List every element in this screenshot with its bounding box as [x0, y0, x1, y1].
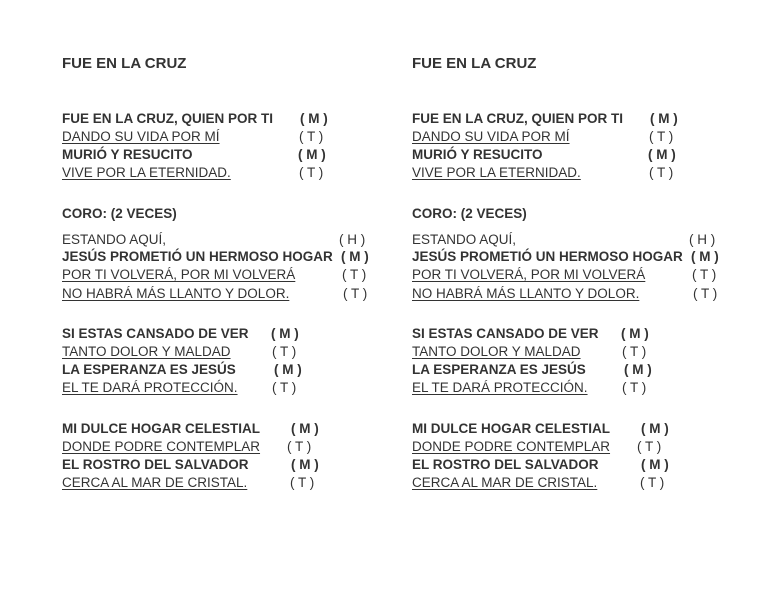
lyric-text: TANTO DOLOR Y MALDAD	[62, 344, 231, 359]
lyric-text: LA ESPERANZA ES JESÚS	[412, 362, 586, 377]
lyric-text: NO HABRÁ MÁS LLANTO Y DOLOR.	[412, 286, 640, 301]
lyric-text: TANTO DOLOR Y MALDAD	[412, 344, 581, 359]
voice-tag: ( M )	[641, 457, 669, 472]
voice-tag: ( H )	[339, 232, 366, 247]
lyric-text: ESTANDO AQUÍ,	[412, 232, 517, 247]
lyric-text: EL TE DARÁ PROTECCIÓN.	[62, 380, 238, 395]
voice-tag: ( H )	[689, 232, 716, 247]
lyric-text: SI ESTAS CANSADO DE VER	[62, 326, 249, 341]
lyrics-column-left	[62, 0, 412, 594]
lyric-text: CORO: (2 VECES)	[412, 206, 527, 221]
lyric-text: VIVE POR LA ETERNIDAD.	[62, 165, 231, 180]
voice-tag: ( T )	[637, 439, 662, 454]
voice-tag: ( M )	[648, 147, 676, 162]
lyric-text: DANDO SU VIDA POR MÍ	[412, 129, 570, 144]
voice-tag: ( T )	[622, 344, 647, 359]
voice-tag: ( M )	[650, 111, 678, 126]
lyric-text: FUE EN LA CRUZ, QUIEN POR TI	[412, 111, 624, 126]
voice-tag: ( T )	[272, 380, 297, 395]
voice-tag: ( M )	[641, 421, 669, 436]
voice-tag: ( M )	[624, 362, 652, 377]
lyric-text: NO HABRÁ MÁS LLANTO Y DOLOR.	[62, 286, 290, 301]
song-title: FUE EN LA CRUZ	[412, 55, 537, 72]
voice-tag: ( T )	[343, 286, 368, 301]
voice-tag: ( M )	[271, 326, 299, 341]
voice-tag: ( M )	[298, 147, 326, 162]
lyric-text: DONDE PODRE CONTEMPLAR	[412, 439, 611, 454]
voice-tag: ( T )	[622, 380, 647, 395]
lyric-text: EL TE DARÁ PROTECCIÓN.	[412, 380, 588, 395]
voice-tag: ( T )	[272, 344, 297, 359]
voice-tag: ( M )	[300, 111, 328, 126]
lyric-text: EL ROSTRO DEL SALVADOR	[412, 457, 599, 472]
lyric-text: MURIÓ Y RESUCITO	[412, 147, 543, 162]
lyric-text: POR TI VOLVERÁ, POR MI VOLVERÁ	[412, 267, 646, 282]
voice-tag: ( M )	[621, 326, 649, 341]
lyric-text: LA ESPERANZA ES JESÚS	[62, 362, 236, 377]
voice-tag: ( T )	[299, 129, 324, 144]
lyric-text: CERCA AL MAR DE CRISTAL.	[412, 475, 598, 490]
voice-tag: ( M )	[274, 362, 302, 377]
voice-tag: ( T )	[649, 165, 674, 180]
lyric-text: JESÚS PROMETIÓ UN HERMOSO HOGAR	[62, 249, 333, 264]
lyric-text: MURIÓ Y RESUCITO	[62, 147, 193, 162]
voice-tag: ( T )	[640, 475, 665, 490]
voice-tag: ( T )	[342, 267, 367, 282]
lyric-text: ESTANDO AQUÍ,	[62, 232, 167, 247]
voice-tag: ( M )	[291, 457, 319, 472]
lyric-text: VIVE POR LA ETERNIDAD.	[412, 165, 581, 180]
lyric-text: JESÚS PROMETIÓ UN HERMOSO HOGAR	[412, 249, 683, 264]
lyric-text: DANDO SU VIDA POR MÍ	[62, 129, 220, 144]
voice-tag: ( M )	[341, 249, 369, 264]
voice-tag: ( M )	[691, 249, 719, 264]
lyric-text: FUE EN LA CRUZ, QUIEN POR TI	[62, 111, 274, 126]
voice-tag: ( T )	[299, 165, 324, 180]
lyrics-column-right	[412, 0, 762, 594]
lyric-text: MI DULCE HOGAR CELESTIAL	[62, 421, 260, 436]
voice-tag: ( T )	[290, 475, 315, 490]
lyric-text: SI ESTAS CANSADO DE VER	[412, 326, 599, 341]
lyric-text: EL ROSTRO DEL SALVADOR	[62, 457, 249, 472]
lyric-text: MI DULCE HOGAR CELESTIAL	[412, 421, 610, 436]
voice-tag: ( M )	[291, 421, 319, 436]
song-title: FUE EN LA CRUZ	[62, 55, 187, 72]
lyric-text: CORO: (2 VECES)	[62, 206, 177, 221]
lyric-text: DONDE PODRE CONTEMPLAR	[62, 439, 261, 454]
voice-tag: ( T )	[692, 267, 717, 282]
voice-tag: ( T )	[649, 129, 674, 144]
voice-tag: ( T )	[287, 439, 312, 454]
voice-tag: ( T )	[693, 286, 718, 301]
lyric-text: CERCA AL MAR DE CRISTAL.	[62, 475, 248, 490]
lyric-text: POR TI VOLVERÁ, POR MI VOLVERÁ	[62, 267, 296, 282]
